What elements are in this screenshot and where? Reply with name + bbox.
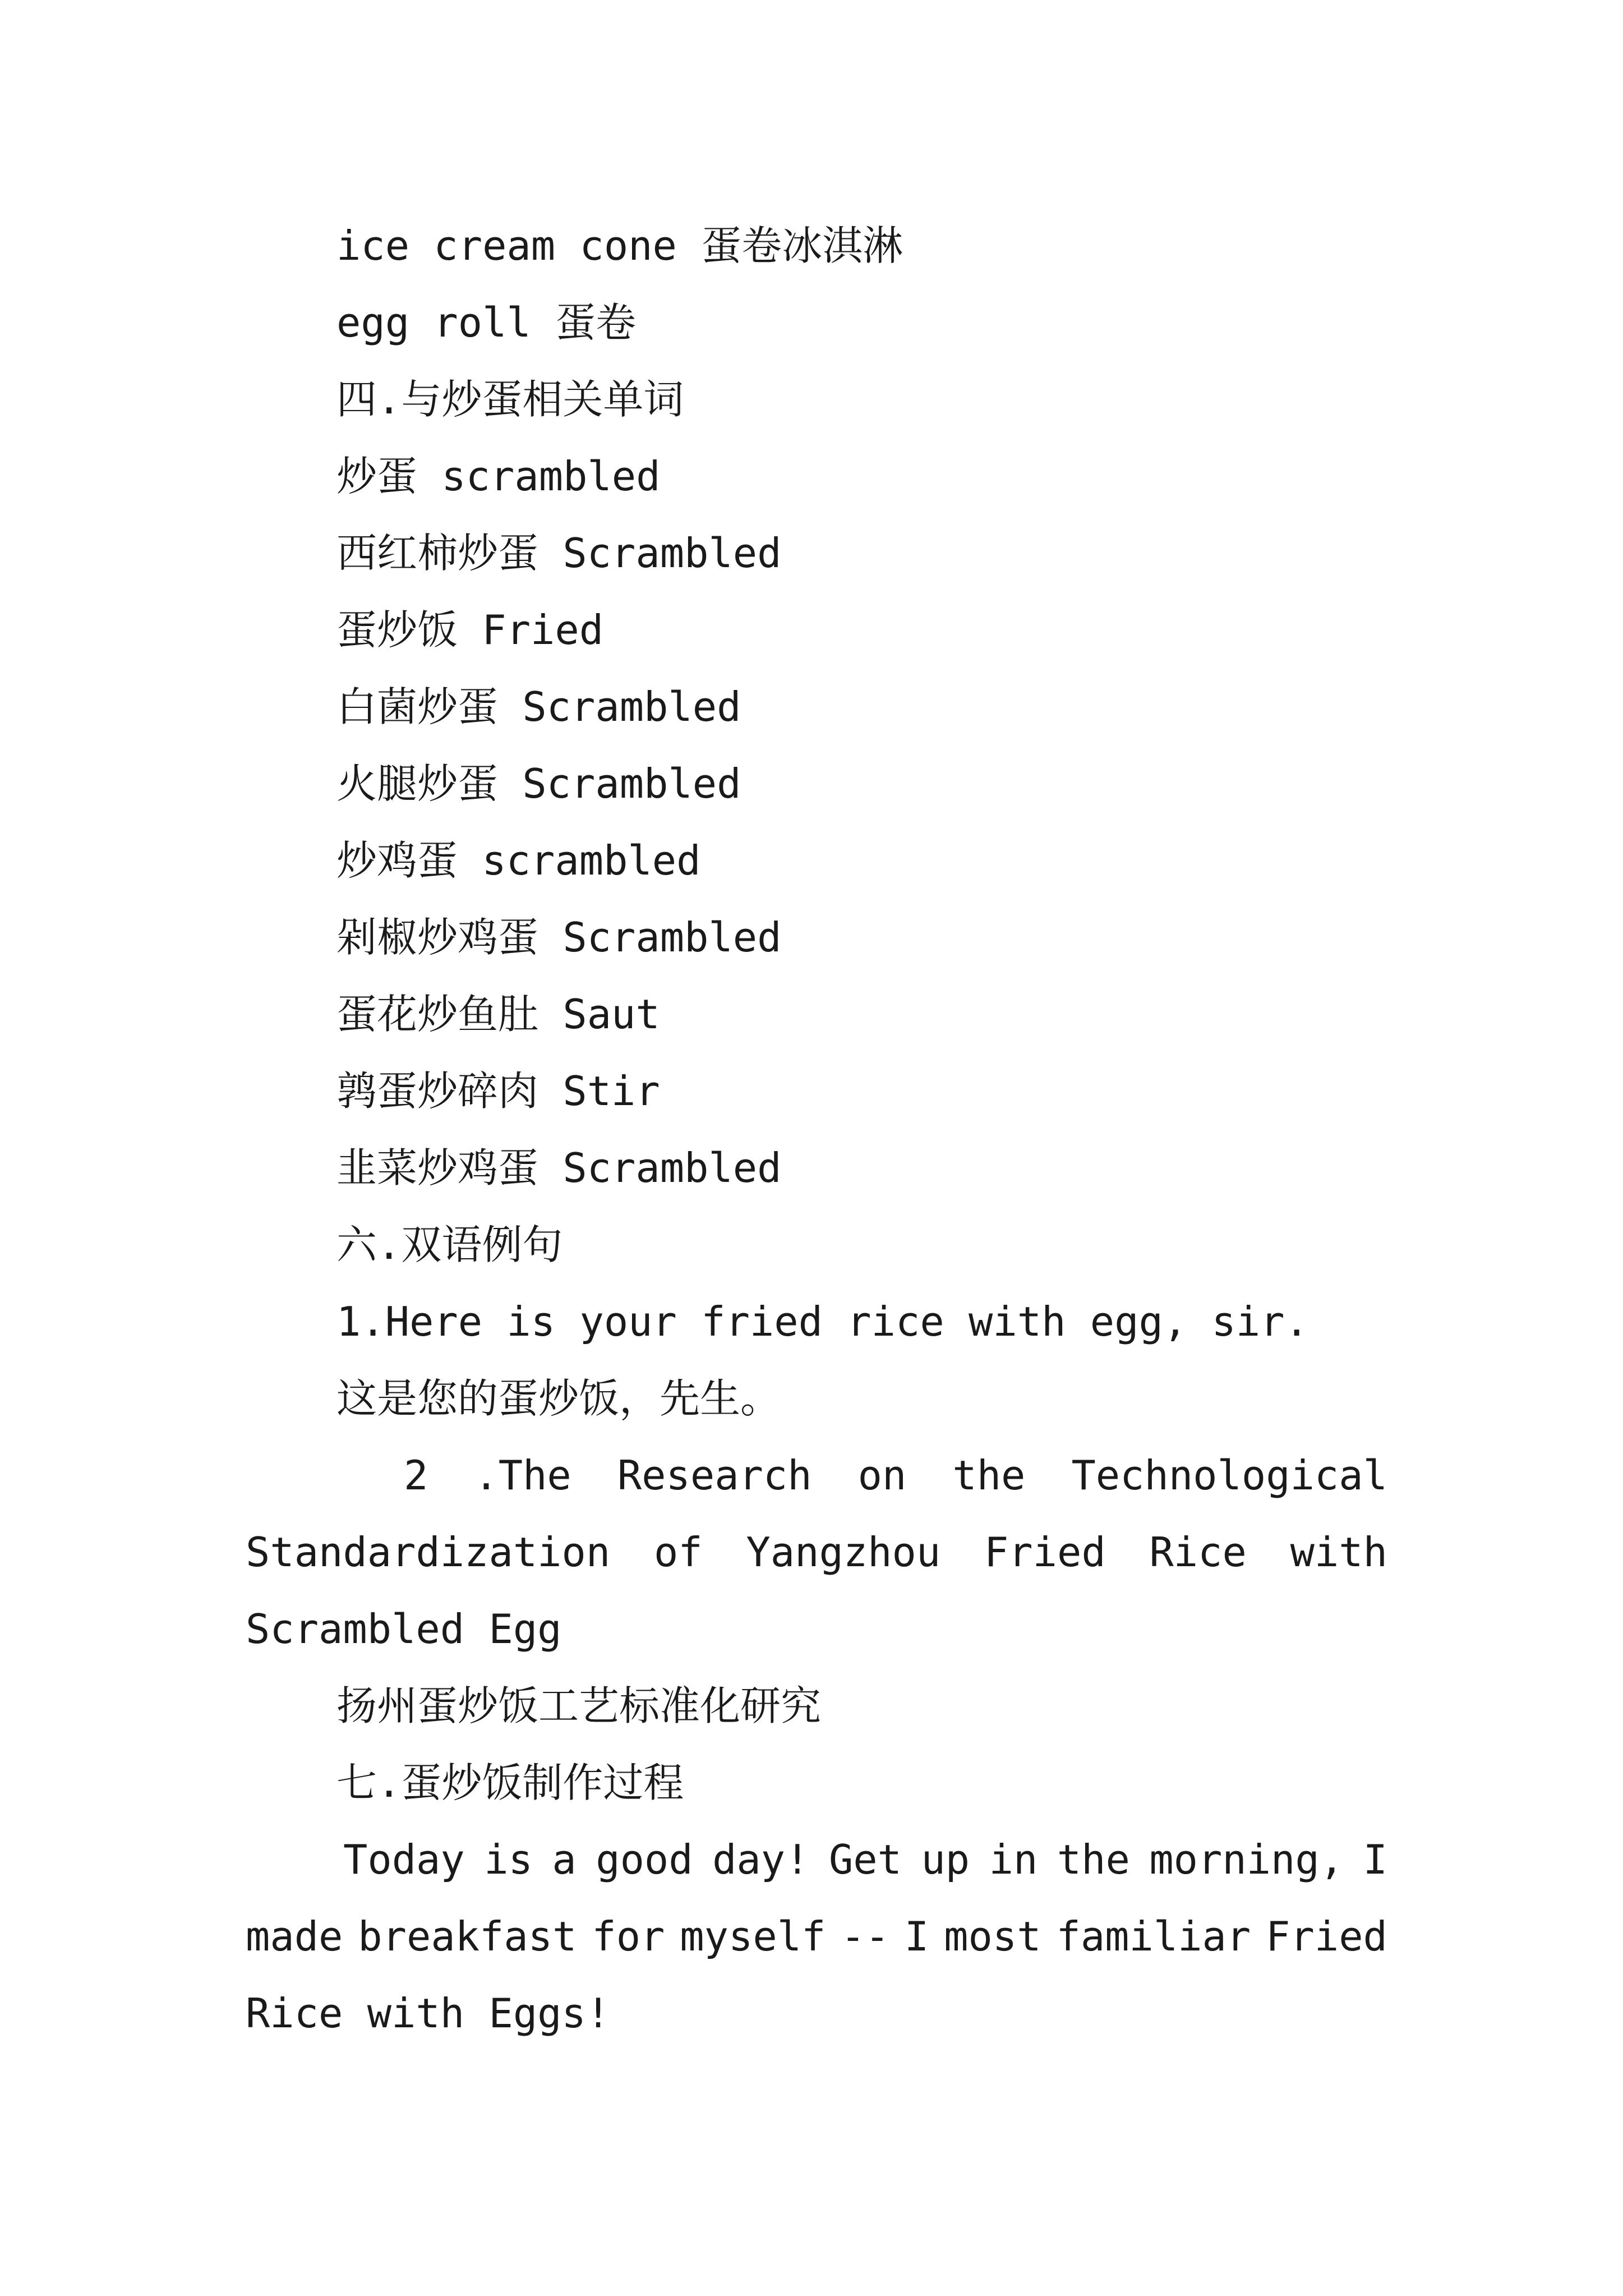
- example-sentence-2-line-3: Scrambled Egg: [246, 1605, 562, 1653]
- word: Yangzhou: [746, 1529, 941, 1576]
- vocab-line: 剁椒炒鸡蛋 Scrambled: [336, 914, 782, 961]
- word: Technological: [1071, 1452, 1387, 1499]
- word: Standardization: [246, 1529, 611, 1576]
- word: the: [1057, 1836, 1130, 1883]
- section-heading-six: 六.双语例句: [336, 1221, 563, 1268]
- vocab-line: 炒蛋 scrambled: [336, 453, 661, 500]
- word: Today: [343, 1836, 465, 1883]
- vocab-line: 白菌炒蛋 Scrambled: [336, 683, 741, 730]
- vocab-line: 鹑蛋炒碎肉 Stir: [336, 1068, 660, 1115]
- word: on: [857, 1452, 907, 1499]
- paragraph-line-3: Rice with Eggs!: [246, 1990, 611, 2037]
- word: of: [653, 1529, 703, 1576]
- vocab-line: 西红柿炒蛋 Scrambled: [336, 530, 782, 577]
- word: I: [1363, 1836, 1387, 1883]
- word: --: [841, 1913, 889, 1960]
- word: is: [484, 1836, 533, 1883]
- word: .The: [474, 1452, 571, 1499]
- vocab-line: 炒鸡蛋 scrambled: [336, 837, 701, 884]
- word: Rice: [1149, 1529, 1247, 1576]
- word: familiar: [1056, 1913, 1251, 1960]
- vocab-line-egg-roll: egg roll 蛋卷: [336, 299, 637, 346]
- example-sentence-2-chinese: 扬州蛋炒饭工艺标准化研究: [336, 1682, 822, 1729]
- word: breakfast: [358, 1913, 577, 1960]
- example-sentence-1-chinese: 这是您的蛋炒饭，先生。: [336, 1375, 781, 1422]
- paragraph-line-2: [246, 1908, 1387, 1964]
- vocab-line: 蛋炒饭 Fried: [336, 606, 604, 654]
- example-sentence-1-english: 1.Here is your fried rice with egg, sir.: [336, 1298, 1309, 1345]
- word: myself: [680, 1913, 826, 1960]
- word: day!: [712, 1836, 810, 1883]
- example-sentence-2-line-2: [246, 1524, 1387, 1580]
- word: with: [1290, 1529, 1387, 1576]
- word: in: [989, 1836, 1038, 1883]
- word: morning,: [1149, 1836, 1344, 1883]
- word: Fried: [984, 1529, 1106, 1576]
- word: Get: [828, 1836, 902, 1883]
- word: Fried: [1266, 1913, 1387, 1960]
- vocab-line-ice-cream-cone: ice cream cone 蛋卷冰淇淋: [336, 222, 903, 269]
- vocab-line: 火腿炒蛋 Scrambled: [336, 760, 741, 807]
- vocab-line: 韭菜炒鸡蛋 Scrambled: [336, 1144, 782, 1191]
- word: the: [952, 1452, 1026, 1499]
- word: Research: [617, 1452, 812, 1499]
- word: made: [246, 1913, 343, 1960]
- example-sentence-2-line-1: [404, 1447, 1387, 1503]
- word: good: [596, 1836, 693, 1883]
- word: up: [921, 1836, 970, 1883]
- vocab-line: 蛋花炒鱼肚 Saut: [336, 991, 660, 1038]
- word: a: [552, 1836, 577, 1883]
- section-heading-seven: 七.蛋炒饭制作过程: [336, 1759, 684, 1806]
- word: 2: [404, 1452, 428, 1499]
- word: for: [592, 1913, 665, 1960]
- paragraph-line-1: [343, 1832, 1387, 1888]
- word: I: [904, 1913, 929, 1960]
- word: most: [944, 1913, 1041, 1960]
- section-heading-four: 四.与炒蛋相关单词: [336, 376, 684, 423]
